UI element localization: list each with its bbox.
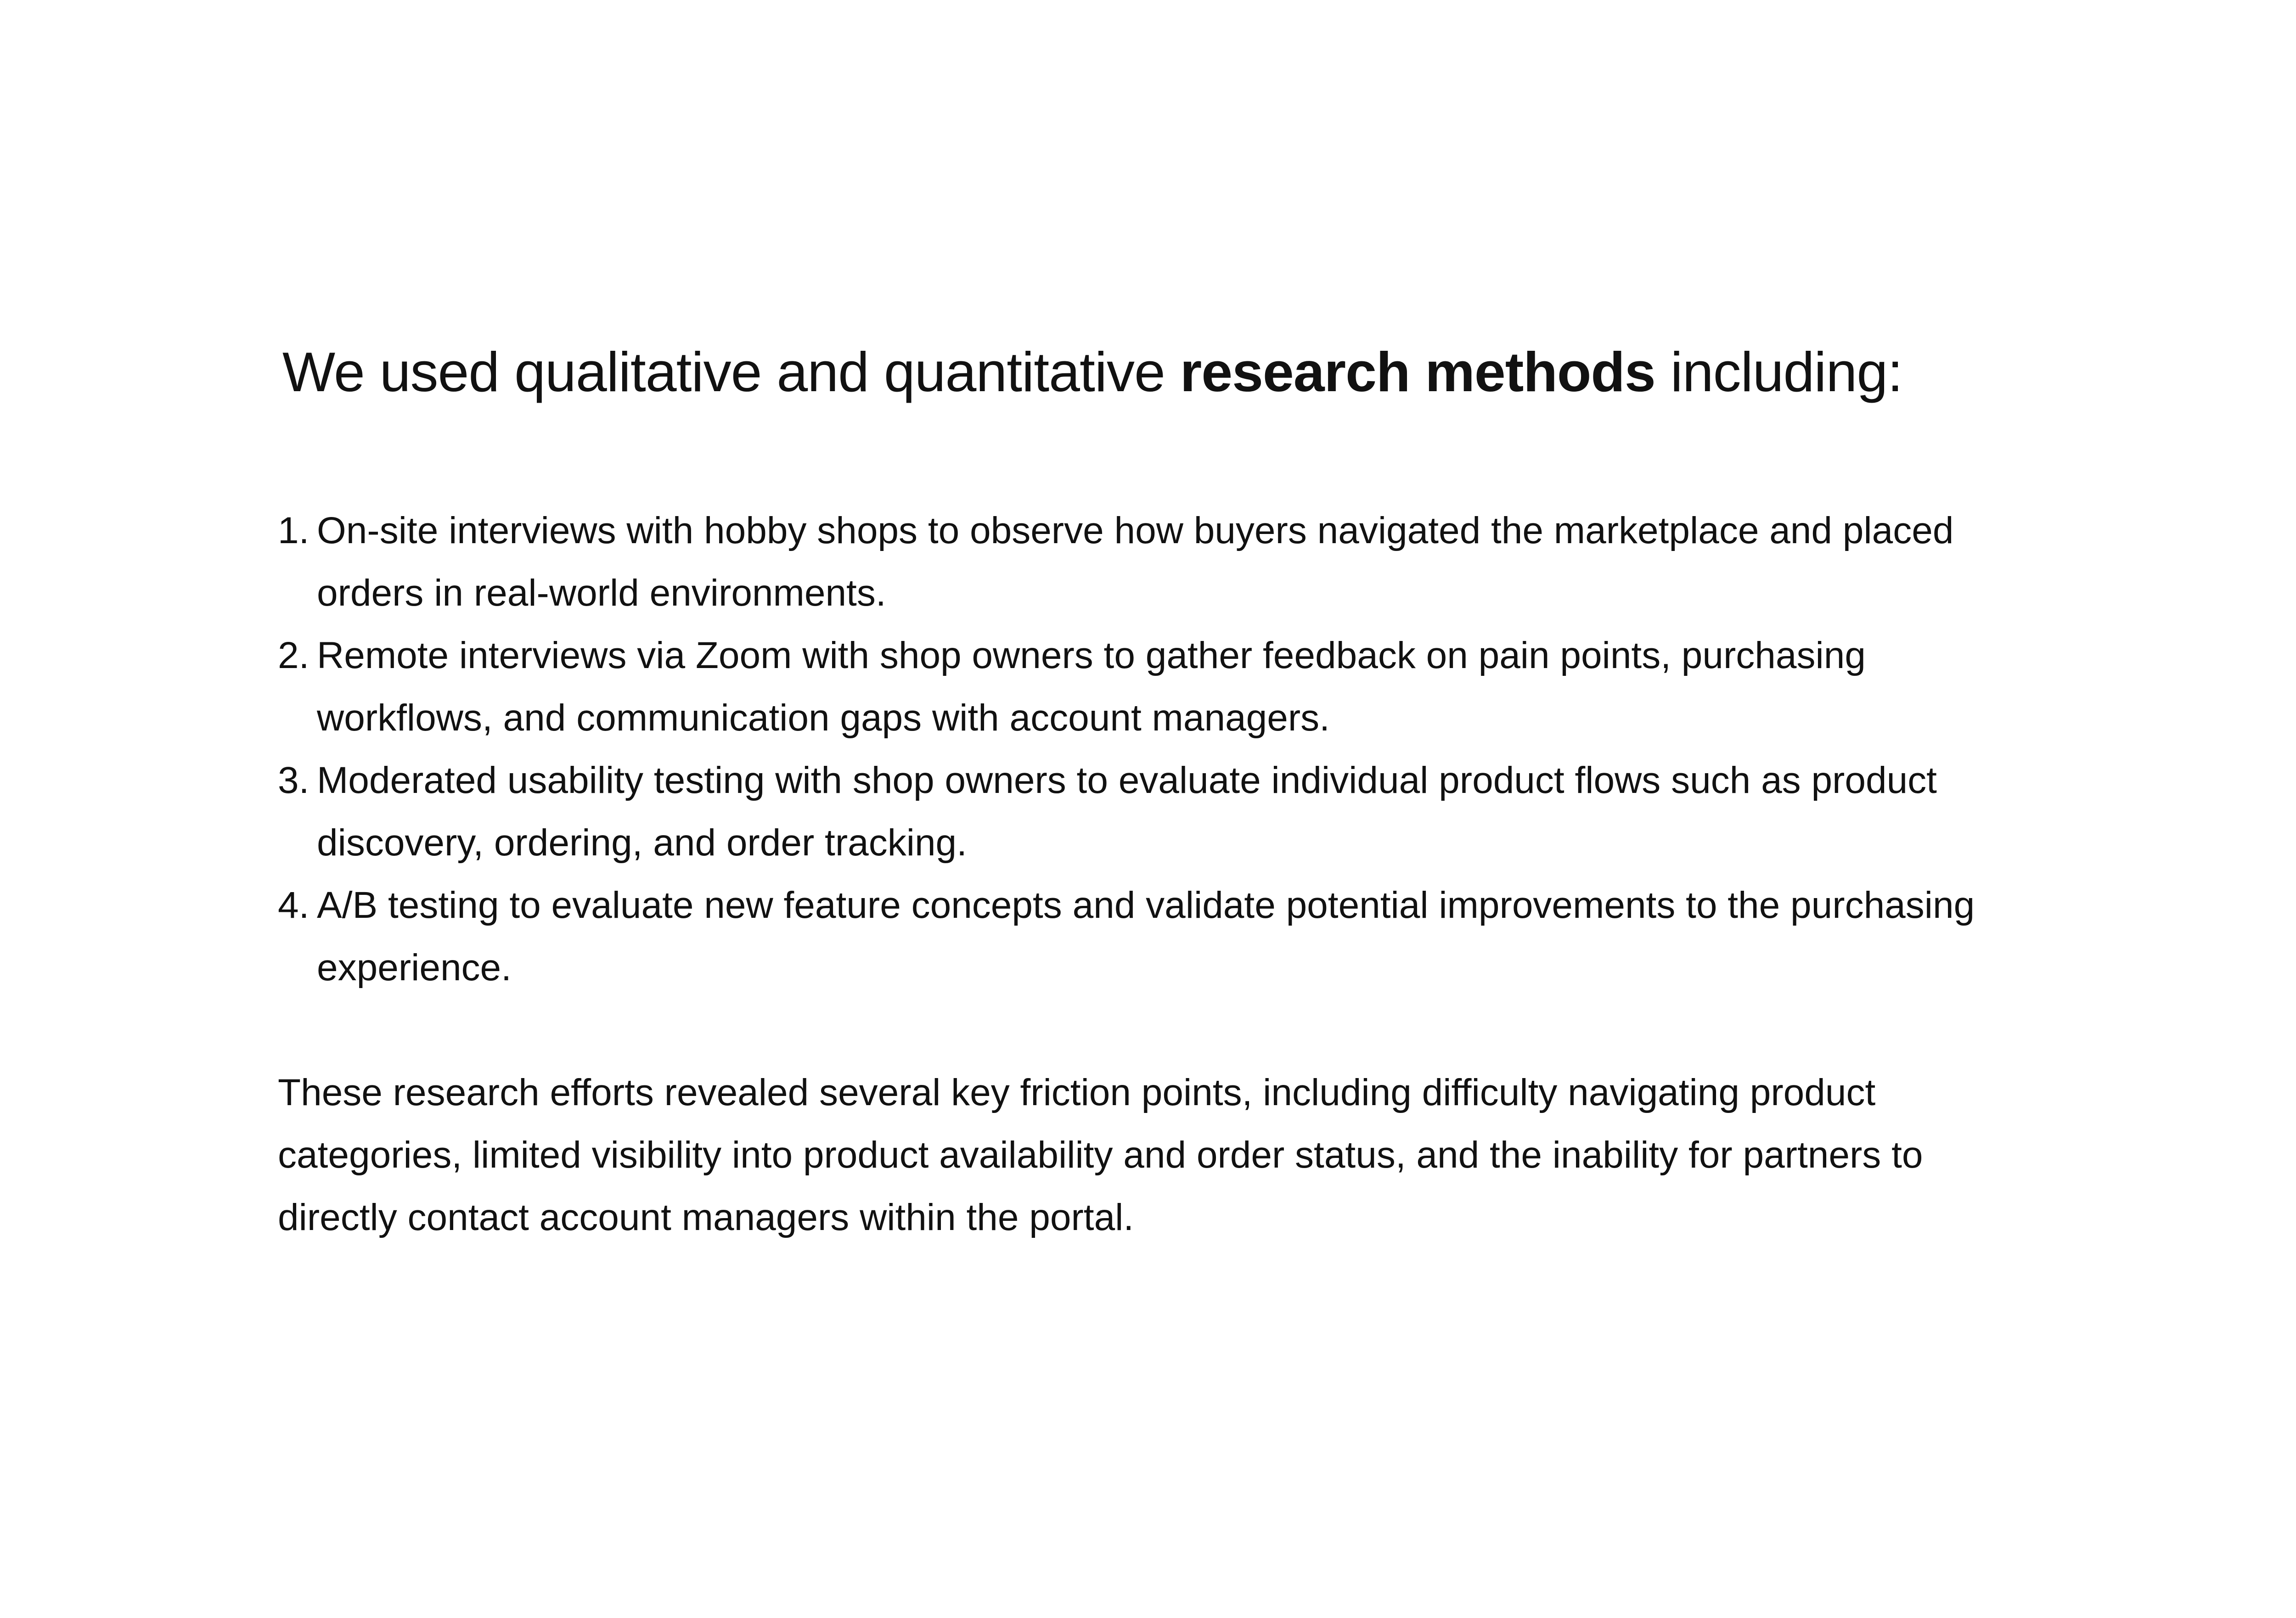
heading-emphasis: research methods [1180,341,1655,403]
research-summary: These research efforts revealed several key friction points, including difficulty navigating product categories, limited visibility into product availability and order status, and the inability for partners to directly contact account managers within the portal. [278,1072,1923,1238]
heading-prefix: We used qualitative and quantitative [282,341,1180,403]
research-heading [282,335,2023,409]
list-item-number: 4. [278,884,310,926]
heading-suffix: including: [1655,341,1903,403]
list-item-text: A/B testing to evaluate new feature concepts and validate potential improvements to the purchasing experience. [317,884,1975,989]
research-methods-list [278,500,2023,999]
list-item [278,874,2023,999]
list-item-text: Moderated usability testing with shop owners to evaluate individual product flows such as product discovery, ordering, and order tracking. [317,759,1937,864]
list-item-number: 3. [278,759,310,801]
list-item [278,500,2023,624]
list-item-text: Remote interviews via Zoom with shop owners to gather feedback on pain points, purchasing workflows, and communication gaps with account managers. [317,635,1866,739]
list-item-number: 1. [278,510,310,551]
list-item [278,624,2023,749]
list-item-number: 2. [278,635,310,676]
list-item [278,749,2023,874]
list-item-text: On-site interviews with hobby shops to observe how buyers navigated the marketplace and placed orders in real-world environments. [317,510,1954,614]
research-content [278,335,2023,1249]
